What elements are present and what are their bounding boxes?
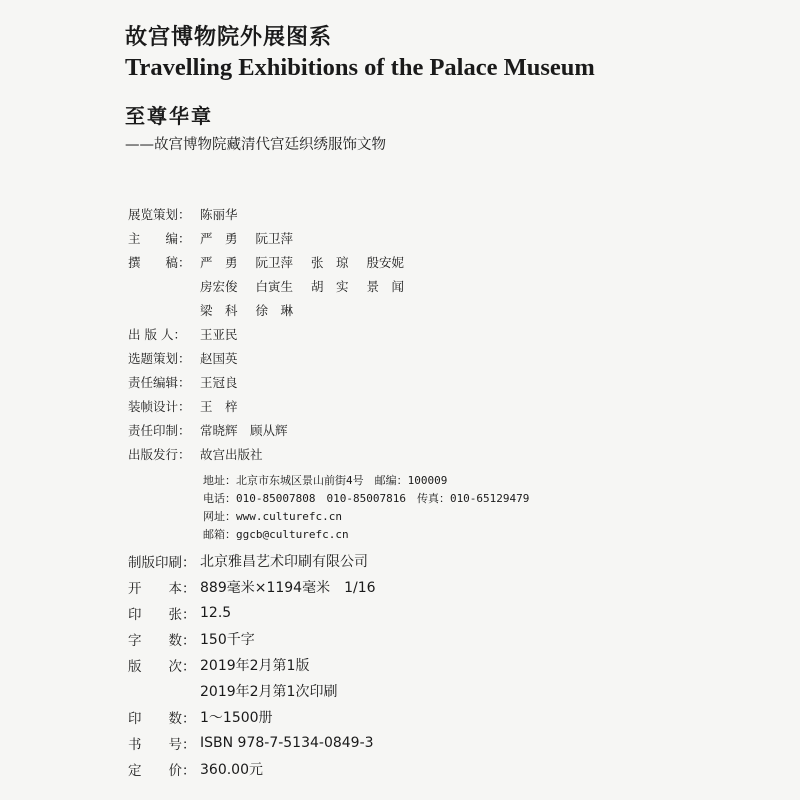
editor-label: 主 编：	[128, 231, 191, 246]
resp-editor-row	[128, 372, 238, 392]
sheets-value: 12.5	[200, 605, 232, 621]
writer-name: 景 闻	[366, 279, 405, 294]
publisher-person-label: 出 版 人：	[128, 327, 186, 342]
printer-value: 北京雅昌艺术印刷有限公司	[200, 554, 368, 570]
isbn-row	[128, 733, 374, 753]
writer-name: 张 琼	[311, 255, 349, 270]
print-run-row	[128, 707, 273, 727]
editor-name: 严 勇	[200, 231, 238, 246]
price-row	[128, 759, 263, 779]
print-run-value: 1～1500册	[200, 710, 273, 726]
email-line: 邮箱：ggcb@culturefc.cn	[203, 528, 349, 541]
editor-name: 阮卫萍	[255, 231, 294, 246]
edition-row	[128, 655, 309, 675]
binding-design-value: 王 梓	[200, 399, 238, 414]
topic-planner-value: 赵国英	[200, 351, 238, 366]
price-label: 定 价：	[128, 763, 196, 779]
printer-label: 制版印刷：	[128, 555, 196, 571]
publisher-person-row	[128, 324, 238, 344]
book-subtitle: ——故宫博物院藏清代宫廷织绣服饰文物	[125, 137, 386, 153]
resp-editor-label: 责任编辑：	[128, 375, 191, 390]
writer-name: 梁 科	[200, 303, 238, 318]
distribution-label: 出版发行：	[128, 447, 191, 462]
printer-row	[128, 551, 368, 571]
price-value: 360.00元	[200, 762, 263, 778]
address-line: 地址：北京市东城区景山前街4号 邮编：100009	[203, 474, 448, 487]
distribution-value: 故宫出版社	[200, 447, 263, 462]
series-title-en: Travelling Exhibitions of the Palace Museum	[125, 54, 595, 81]
format-row	[128, 577, 376, 597]
writers-label: 撰 稿：	[128, 255, 191, 270]
publisher-person-value: 王亚民	[200, 327, 238, 342]
writers-row-2	[200, 276, 404, 296]
words-value: 150千字	[200, 632, 255, 648]
resp-printing-row	[128, 420, 288, 440]
topic-planner-row	[128, 348, 238, 368]
isbn-label: 书 号：	[128, 737, 196, 753]
binding-design-row	[128, 396, 238, 416]
resp-printing-value: 常晓辉 顾从辉	[200, 423, 288, 438]
sheets-row	[128, 603, 231, 623]
sheets-label: 印 张：	[128, 607, 196, 623]
writer-name: 阮卫萍	[255, 255, 294, 270]
edition-label: 版 次：	[128, 659, 196, 675]
print-run-label: 印 数：	[128, 711, 196, 727]
writers-row-3	[200, 300, 293, 320]
writer-name: 胡 实	[311, 279, 349, 294]
curator-label: 展览策划：	[128, 207, 191, 222]
words-label: 字 数：	[128, 633, 196, 649]
phone-line: 电话：010-85007808 010-85007816 传真：010-65129479	[203, 492, 530, 505]
editor-row	[128, 228, 293, 248]
writer-name: 白寅生	[255, 279, 294, 294]
writer-name: 殷安妮	[366, 255, 405, 270]
edition-row-2	[200, 681, 337, 701]
book-title: 至尊华章	[125, 104, 213, 128]
writer-name: 房宏俊	[200, 279, 238, 294]
resp-printing-label: 责任印制：	[128, 423, 191, 438]
writer-name: 徐 琳	[255, 303, 294, 318]
curator-value: 陈丽华	[200, 207, 238, 222]
format-label: 开 本：	[128, 581, 196, 597]
isbn-value: ISBN 978-7-5134-0849-3	[200, 735, 374, 751]
curator-row	[128, 204, 238, 224]
series-title-cn: 故宫博物院外展图系	[125, 24, 333, 50]
writer-name: 严 勇	[200, 255, 238, 270]
format-value: 889毫米×1194毫米 1/16	[200, 580, 376, 596]
website-line: 网址：www.culturefc.cn	[203, 510, 342, 523]
words-row	[128, 629, 255, 649]
print-date-value: 2019年2月第1次印刷	[200, 684, 338, 700]
topic-planner-label: 选题策划：	[128, 351, 191, 366]
edition-value: 2019年2月第1版	[200, 658, 310, 674]
binding-design-label: 装帧设计：	[128, 399, 191, 414]
resp-editor-value: 王冠良	[200, 375, 238, 390]
distribution-row	[128, 444, 263, 464]
writers-row	[128, 252, 404, 272]
